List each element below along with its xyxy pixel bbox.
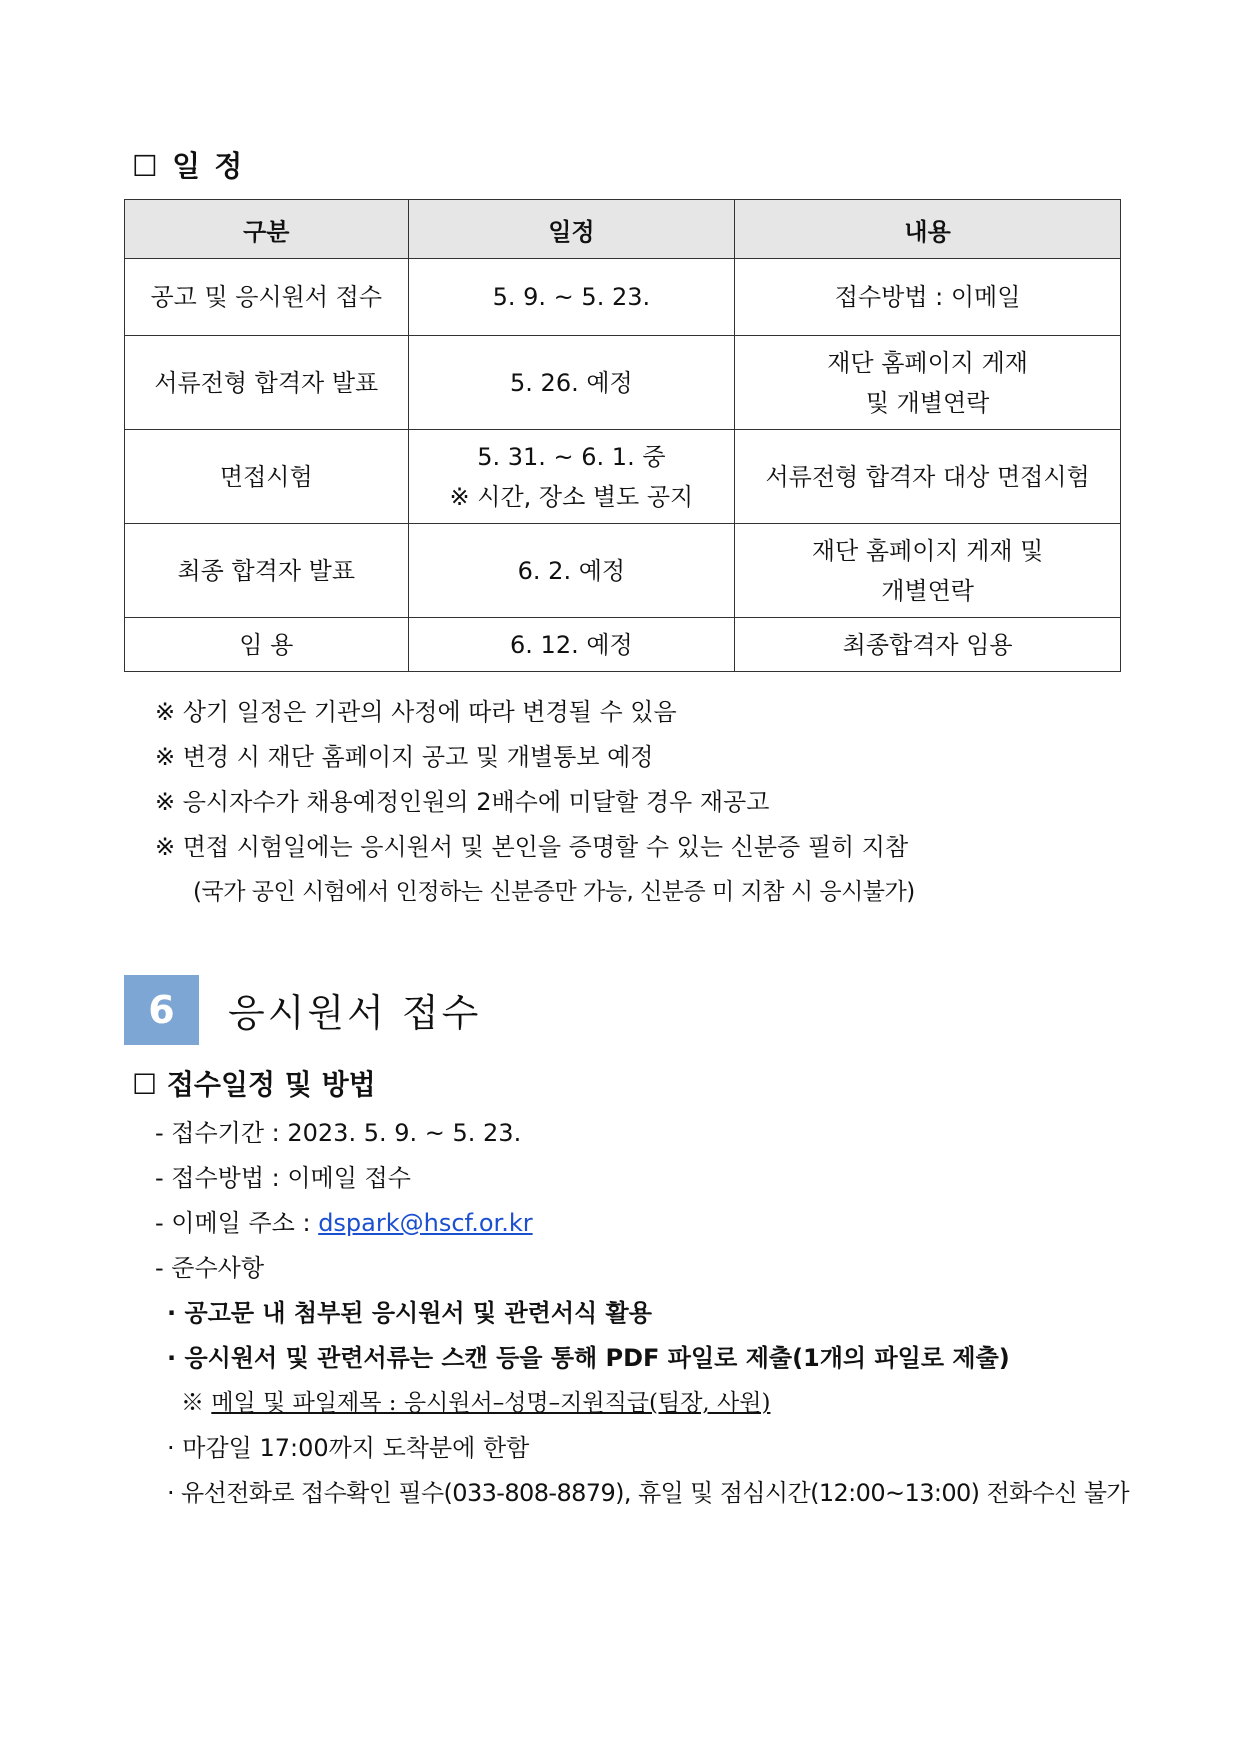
subsection-title: ☐ 접수일정 및 방법 (132, 1068, 376, 1101)
cell-content: 재단 홈페이지 게재 및 개별연락 (735, 336, 1121, 430)
cell-date: 6. 12. 예정 (408, 618, 735, 672)
table-row (125, 336, 1121, 430)
cell-date: 5. 31. ~ 6. 1. 중 ※ 시간, 장소 별도 공지 (408, 430, 735, 524)
cell-category: 공고 및 응시원서 접수 (125, 259, 409, 336)
application-details (155, 1111, 1129, 1516)
note-item: ※ 면접 시험일에는 응시원서 및 본인을 증명할 수 있는 신분증 필히 지참 (155, 833, 909, 861)
note-item: ※ 응시자수가 채용예정인원의 2배수에 미달할 경우 재공고 (155, 788, 770, 816)
cell-date: 5. 9. ~ 5. 23. (408, 259, 735, 336)
cell-category: 최종 합격자 발표 (125, 524, 409, 618)
note-item: ※ 상기 일정은 기관의 사정에 따라 변경될 수 있음 (155, 698, 677, 726)
mail-subject-note (155, 1381, 1129, 1426)
table-row (125, 524, 1121, 618)
reference-mark: ※ (181, 1390, 212, 1416)
rule-item: · 공고문 내 첨부된 응시원서 및 관련서식 활용 (167, 1299, 652, 1327)
table-row (125, 618, 1121, 672)
period-item: - 접수기간 : 2023. 5. 9. ~ 5. 23. (155, 1119, 522, 1147)
table-row (125, 259, 1121, 336)
cell-date: 6. 2. 예정 (408, 524, 735, 618)
cell-content: 최종합격자 임용 (735, 618, 1121, 672)
rule-item: · 유선전화로 접수확인 필수(033-808-8879), 휴일 및 점심시간(12:00~13:00) 전화수신 불가 (167, 1479, 1130, 1507)
section-number-badge: 6 (124, 975, 199, 1045)
rule-item: · 마감일 17:00까지 도착분에 한함 (167, 1434, 530, 1462)
schedule-notes (155, 690, 915, 915)
email-link[interactable]: dspark@hscf.or.kr (318, 1209, 533, 1237)
email-label: - 이메일 주소 : (155, 1209, 319, 1237)
cell-content: 접수방법 : 이메일 (735, 259, 1121, 336)
cell-content: 재단 홈페이지 게재 및 개별연락 (735, 524, 1121, 618)
cell-category: 면접시험 (125, 430, 409, 524)
mail-subject-text: 메일 및 파일제목 : 응시원서–성명–지원직급(팀장, 사원) (211, 1390, 771, 1416)
header-content: 내용 (735, 200, 1121, 259)
cell-content: 서류전형 합격자 대상 면접시험 (735, 430, 1121, 524)
rule-item: · 응시원서 및 관련서류는 스캔 등을 통해 PDF 파일로 제출(1개의 파일로 제출) (167, 1344, 1010, 1372)
section-title: 응시원서 접수 (228, 991, 482, 1035)
schedule-section-title: ☐ 일 정 (132, 149, 245, 183)
note-subnote: (국가 공인 시험에서 인정하는 신분증만 가능, 신분증 미 지참 시 응시불가) (193, 879, 915, 905)
method-item: - 접수방법 : 이메일 접수 (155, 1164, 411, 1192)
cell-category: 임 용 (125, 618, 409, 672)
rules-label: - 준수사항 (155, 1254, 265, 1282)
header-date: 일정 (408, 200, 735, 259)
cell-category: 서류전형 합격자 발표 (125, 336, 409, 430)
email-item (155, 1201, 1129, 1246)
header-category: 구분 (125, 200, 409, 259)
cell-date: 5. 26. 예정 (408, 336, 735, 430)
table-row (125, 430, 1121, 524)
table-header-row (125, 200, 1121, 259)
schedule-table (124, 199, 1121, 672)
note-item: ※ 변경 시 재단 홈페이지 공고 및 개별통보 예정 (155, 743, 654, 771)
